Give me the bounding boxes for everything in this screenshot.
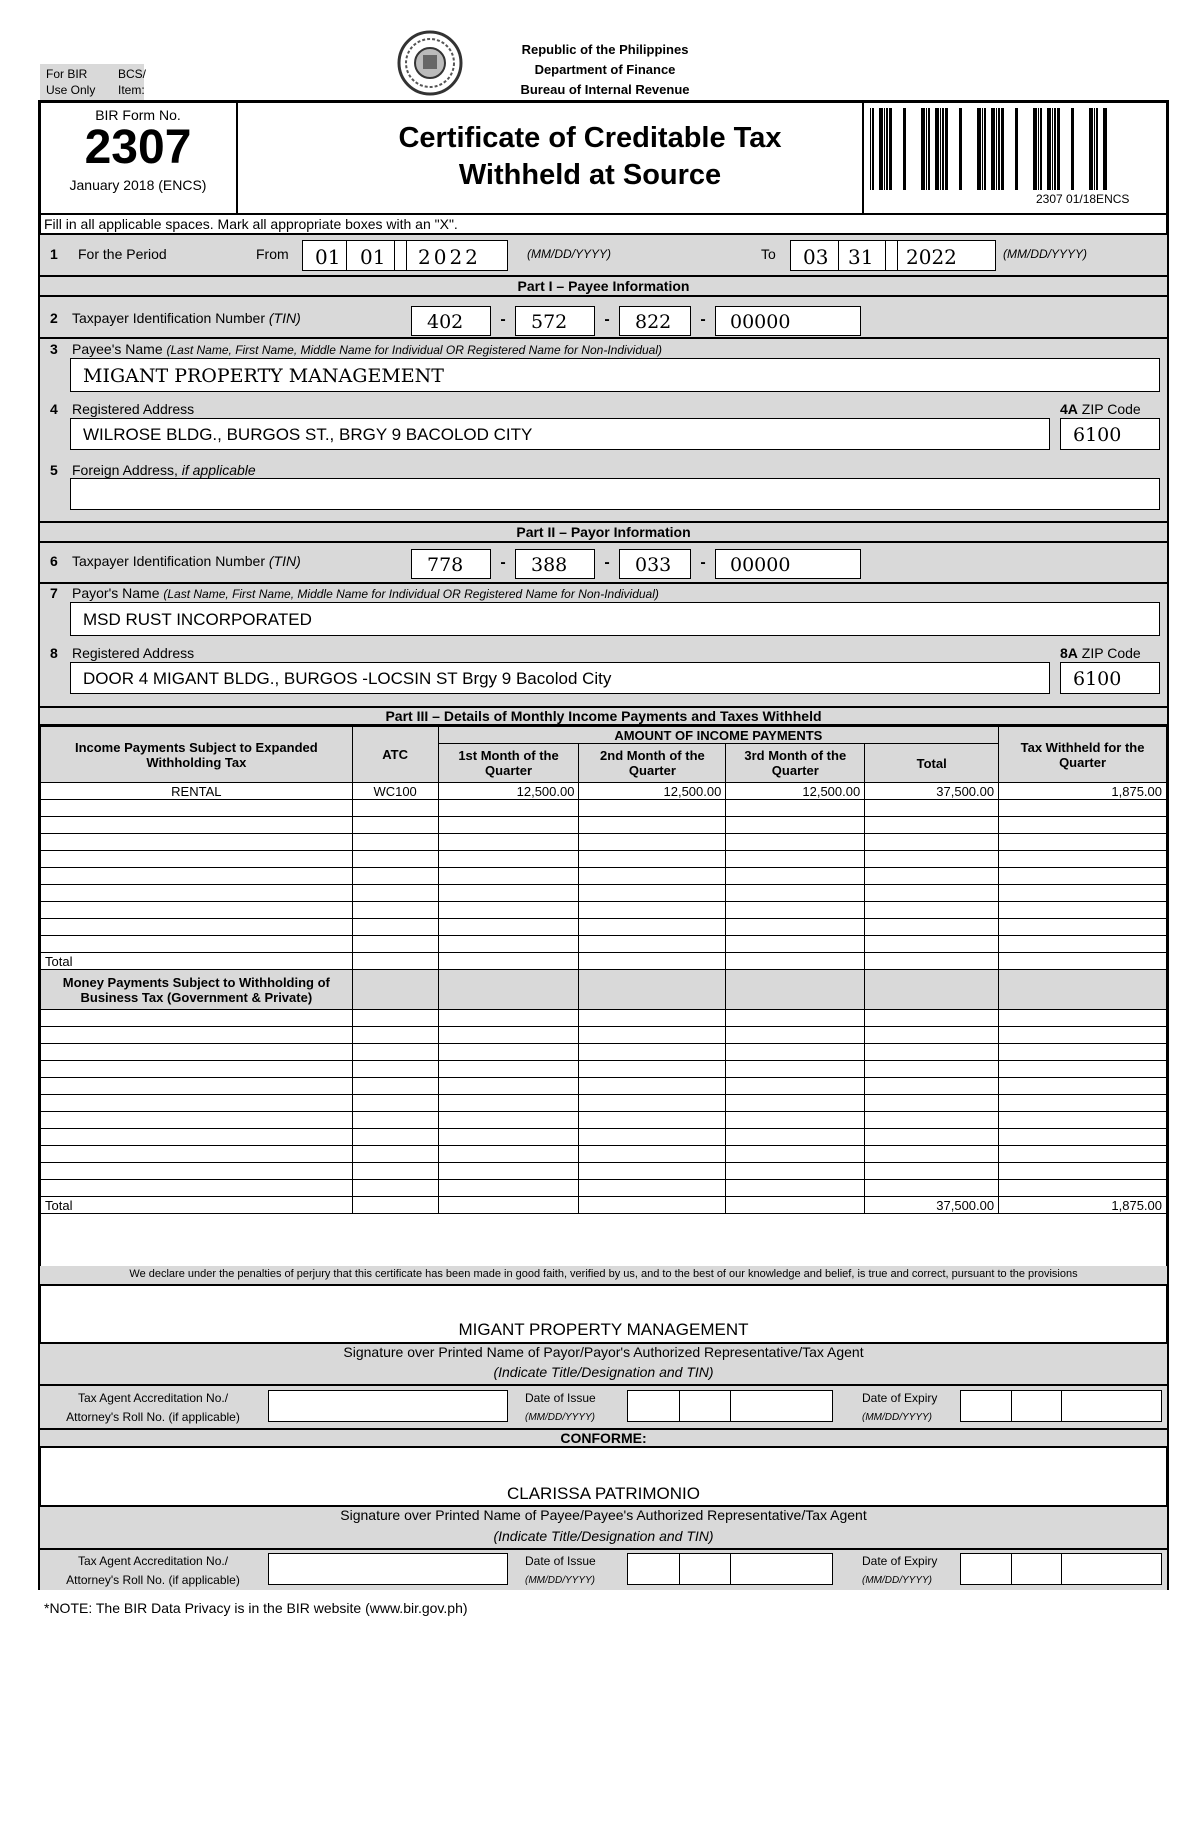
subtotal-row (41, 953, 1167, 970)
cell-income (41, 1010, 353, 1027)
payor-tin-3[interactable]: 033 (619, 549, 691, 579)
cell-m1 (438, 902, 579, 919)
bir-seal-icon (395, 30, 465, 96)
table-row (41, 834, 1167, 851)
income-payments-table (40, 726, 1167, 1214)
footer-note: *NOTE: The BIR Data Privacy is in the BIR website (www.bir.gov.ph) (44, 1600, 468, 1616)
cell-m2 (579, 936, 726, 953)
payee-name-field[interactable]: MIGANT PROPERTY MANAGEMENT (70, 358, 1160, 392)
cell-atc (352, 1044, 438, 1061)
cell-income (41, 936, 353, 953)
cell-tax (999, 1095, 1167, 1112)
cell-tax (999, 1180, 1167, 1197)
cell-m1 (438, 1163, 579, 1180)
table-row (41, 1078, 1167, 1095)
cell-atc (352, 817, 438, 834)
cell-tax (999, 800, 1167, 817)
table-row (41, 1146, 1167, 1163)
part3-heading: Part III – Details of Monthly Income Payments and Taxes Withheld (40, 706, 1167, 726)
to-year: 2022 (906, 245, 957, 269)
cell-m1 (438, 1078, 579, 1095)
cell-income (41, 1112, 353, 1129)
col-amount-group-header: AMOUNT OF INCOME PAYMENTS (438, 727, 999, 744)
cell-income (41, 1163, 353, 1180)
cell-income (41, 817, 353, 834)
cell-income (41, 868, 353, 885)
cell-atc (352, 1095, 438, 1112)
subtotal-label: Total (41, 953, 353, 970)
cell-m1 (438, 851, 579, 868)
form-number: 2307 (84, 121, 192, 174)
table-row (41, 1010, 1167, 1027)
cell-income (41, 1146, 353, 1163)
table-row (41, 800, 1167, 817)
cell-m3 (726, 885, 865, 902)
payor-expiry-label: Date of Expiry (MM/DD/YYYY) (862, 1391, 938, 1423)
payee-tin-3[interactable]: 822 (619, 306, 691, 336)
cell-m1 (438, 936, 579, 953)
cell-atc (352, 834, 438, 851)
cell-tax (999, 1044, 1167, 1061)
cell-tax (999, 1129, 1167, 1146)
cell-total (865, 1129, 999, 1146)
payor-tin-2[interactable]: 388 (515, 549, 595, 579)
cell-tax (999, 936, 1167, 953)
payor-tin-branch[interactable]: 00000 (715, 549, 861, 579)
cell-income (41, 1129, 353, 1146)
cell-m2 (579, 1061, 726, 1078)
payor-name-field[interactable]: MSD RUST INCORPORATED (70, 602, 1160, 636)
cell-m2 (579, 902, 726, 919)
from-year: 2022 (418, 245, 481, 269)
cell-income (41, 1027, 353, 1044)
barcode-icon (870, 108, 1110, 190)
cell-total (865, 1112, 999, 1129)
cell-tax (999, 834, 1167, 851)
bcs-item-label: BCS/ Item: (118, 67, 147, 97)
period-from-field[interactable] (302, 240, 508, 271)
bir-use-only-label: For BIR Use Only (46, 67, 96, 97)
cell-m2 (579, 1027, 726, 1044)
col-atc-header: ATC (352, 727, 438, 783)
grand-total-label: Total (41, 1197, 353, 1214)
cell-atc (352, 919, 438, 936)
cell-m3 (726, 919, 865, 936)
cell-m1 (438, 1112, 579, 1129)
grand-total-row (41, 1197, 1167, 1214)
payor-issue-label: Date of Issue (MM/DD/YYYY) (525, 1391, 596, 1423)
payee-agent-accreditation-field[interactable] (268, 1553, 508, 1585)
col-m3-header: 3rd Month of the Quarter (726, 744, 865, 783)
payee-address-field[interactable]: WILROSE BLDG., BURGOS ST., BRGY 9 BACOLOD CITY (70, 418, 1050, 450)
cell-m1 (438, 1061, 579, 1078)
col-m2-header: 2nd Month of the Quarter (579, 744, 726, 783)
cell-atc (352, 1078, 438, 1095)
cell-total (865, 885, 999, 902)
cell-m2 (579, 919, 726, 936)
cell-income (41, 1180, 353, 1197)
cell-m3 (726, 817, 865, 834)
cell-m1 (438, 919, 579, 936)
table-row (41, 868, 1167, 885)
payee-signatory: CLARISSA PATRIMONIO (506, 1484, 701, 1503)
cell-income (41, 902, 353, 919)
table-row (41, 1044, 1167, 1061)
cell-m1 (438, 800, 579, 817)
cell-m2 (579, 800, 726, 817)
cell-tax (999, 1112, 1167, 1129)
cell-m1 (438, 1180, 579, 1197)
payee-expiry-label: Date of Expiry (MM/DD/YYYY) (862, 1554, 938, 1586)
payor-signatory: MIGANT PROPERTY MANAGEMENT (458, 1320, 749, 1339)
cell-income (41, 834, 353, 851)
cell-tax (999, 851, 1167, 868)
cell-total (865, 868, 999, 885)
cell-atc (352, 1112, 438, 1129)
cell-atc (352, 1027, 438, 1044)
cell-tax (999, 885, 1167, 902)
cell-total (865, 1180, 999, 1197)
table-row (41, 1163, 1167, 1180)
grand-total-tax: 1,875.00 (999, 1197, 1167, 1214)
period-to-field[interactable] (790, 240, 996, 271)
cell-m3 (726, 1078, 865, 1095)
cell-m3 (726, 902, 865, 919)
cell-m3 (726, 800, 865, 817)
cell-total: 37,500.00 (865, 783, 999, 800)
payor-sig-caption: Signature over Printed Name of Payor/Payor's Authorized Representative/Tax Agent (343, 1344, 864, 1360)
cell-m3 (726, 1095, 865, 1112)
cell-m1 (438, 1146, 579, 1163)
table-row (41, 1129, 1167, 1146)
payee-tin-1[interactable]: 402 (411, 306, 491, 336)
cell-m1 (438, 1044, 579, 1061)
payor-address-field[interactable]: DOOR 4 MIGANT BLDG., BURGOS -LOCSIN ST Brgy 9 Bacolod City (70, 662, 1050, 694)
cell-total (865, 1078, 999, 1095)
cell-m3 (726, 1146, 865, 1163)
cell-m3 (726, 1180, 865, 1197)
money-payments-label: Money Payments Subject to Withholding of Business Tax (Government & Private) (41, 970, 353, 1010)
cell-atc (352, 1061, 438, 1078)
cell-tax (999, 868, 1167, 885)
part2-heading: Part II – Payor Information (40, 521, 1167, 543)
cell-total (865, 1010, 999, 1027)
col-total-header: Total (865, 744, 999, 783)
payor-tin-1[interactable]: 778 (411, 549, 491, 579)
cell-m2 (579, 1078, 726, 1095)
cell-m3 (726, 851, 865, 868)
cell-m3 (726, 1044, 865, 1061)
payee-foreign-address-field[interactable] (70, 478, 1160, 510)
agency-header: Republic of the Philippines Department of Finance Bureau of Internal Revenue (520, 42, 690, 97)
cell-m2 (579, 1112, 726, 1129)
payee-tin-2[interactable]: 572 (515, 306, 595, 336)
cell-atc (352, 902, 438, 919)
cell-m3 (726, 868, 865, 885)
cell-total (865, 1095, 999, 1112)
cell-m1 (438, 1027, 579, 1044)
payee-foreign-label: Foreign Address, if applicable (72, 462, 256, 478)
cell-atc (352, 1163, 438, 1180)
payee-tin-label: Taxpayer Identification Number (TIN) (72, 310, 301, 326)
cell-atc (352, 1010, 438, 1027)
payor-agent-accreditation-field[interactable] (268, 1390, 508, 1422)
cell-m2 (579, 1146, 726, 1163)
form-number-box: BIR Form No. 2307 January 2018 (ENCS) (40, 103, 238, 213)
cell-m3 (726, 1061, 865, 1078)
cell-m1: 12,500.00 (438, 783, 579, 800)
cell-tax (999, 817, 1167, 834)
payor-zip-field[interactable]: 6100 (1060, 662, 1160, 694)
table-row (41, 902, 1167, 919)
cell-atc (352, 800, 438, 817)
cell-m2 (579, 851, 726, 868)
conforme-heading: CONFORME: (40, 1428, 1167, 1448)
cell-m3 (726, 936, 865, 953)
cell-m3 (726, 1112, 865, 1129)
payor-agent-label: Tax Agent Accreditation No./ Attorney's Roll No. (if applicable) (66, 1391, 240, 1424)
cell-total (865, 851, 999, 868)
cell-total (865, 902, 999, 919)
table-row (41, 1095, 1167, 1112)
cell-total (865, 936, 999, 953)
cell-m1 (438, 885, 579, 902)
cell-tax (999, 1027, 1167, 1044)
cell-atc (352, 868, 438, 885)
cell-atc (352, 1146, 438, 1163)
cell-m2 (579, 834, 726, 851)
payor-expiry-date-field[interactable] (960, 1390, 1162, 1422)
cell-income (41, 1078, 353, 1095)
cell-atc (352, 851, 438, 868)
cell-atc: WC100 (352, 783, 438, 800)
payor-issue-date-field[interactable] (627, 1390, 833, 1422)
payor-tin-label: Taxpayer Identification Number (TIN) (72, 553, 301, 569)
cell-income (41, 885, 353, 902)
cell-atc (352, 885, 438, 902)
cell-m3 (726, 1027, 865, 1044)
cell-income (41, 1044, 353, 1061)
from-day: 01 (360, 245, 386, 269)
cell-m2 (579, 1129, 726, 1146)
cell-m1 (438, 834, 579, 851)
cell-tax (999, 1163, 1167, 1180)
period-label: For the Period (78, 246, 167, 262)
cell-total (865, 1146, 999, 1163)
cell-m2 (579, 817, 726, 834)
table-row (41, 851, 1167, 868)
cell-m2 (579, 1044, 726, 1061)
cell-m2 (579, 1180, 726, 1197)
cell-m1 (438, 868, 579, 885)
table-row (41, 817, 1167, 834)
cell-income (41, 1061, 353, 1078)
table-row (41, 1112, 1167, 1129)
cell-tax (999, 1078, 1167, 1095)
cell-total (865, 817, 999, 834)
to-day: 31 (848, 245, 874, 269)
cell-m3 (726, 1163, 865, 1180)
payee-agent-label: Tax Agent Accreditation No./ Attorney's Roll No. (if applicable) (66, 1554, 240, 1587)
instructions: Fill in all applicable spaces. Mark all appropriate boxes with an "X". (40, 213, 1167, 235)
table-row (41, 783, 1167, 800)
cell-total (865, 1027, 999, 1044)
cell-tax (999, 902, 1167, 919)
cell-atc (352, 936, 438, 953)
payor-name-label: Payor's Name (Last Name, First Name, Middle Name for Individual OR Registered Name for Non-Individual) (72, 585, 659, 601)
col-income-header: Income Payments Subject to Expanded Withholding Tax (41, 727, 353, 783)
cell-total (865, 834, 999, 851)
cell-total (865, 800, 999, 817)
form-title: Certificate of Creditable Tax Withheld at Source (398, 122, 782, 191)
to-month: 03 (803, 245, 829, 269)
cell-total (865, 1163, 999, 1180)
payor-zip-label: 8A ZIP Code (1060, 645, 1141, 661)
cell-income (41, 800, 353, 817)
cell-m2 (579, 868, 726, 885)
cell-total (865, 1061, 999, 1078)
cell-income: RENTAL (41, 783, 353, 800)
table-row (41, 1180, 1167, 1197)
payee-name-label: Payee's Name (Last Name, First Name, Middle Name for Individual OR Registered Name for Non-Individual) (72, 341, 663, 357)
cell-income (41, 851, 353, 868)
cell-m1 (438, 1129, 579, 1146)
payee-zip-field[interactable]: 6100 (1060, 418, 1160, 450)
payee-expiry-date-field[interactable] (960, 1553, 1162, 1585)
col-tax-header: Tax Withheld for the Quarter (999, 727, 1167, 783)
payee-issue-date-field[interactable] (627, 1553, 833, 1585)
table-row (41, 1061, 1167, 1078)
cell-m3: 12,500.00 (726, 783, 865, 800)
cell-m2 (579, 1010, 726, 1027)
cell-tax (999, 1061, 1167, 1078)
cell-m3 (726, 834, 865, 851)
cell-income (41, 1095, 353, 1112)
cell-tax: 1,875.00 (999, 783, 1167, 800)
table-row (41, 919, 1167, 936)
cell-m1 (438, 817, 579, 834)
cell-m2 (579, 1095, 726, 1112)
declaration-text: We declare under the penalties of perjury that this certificate has been made in good faith, verified by us, and to the best of our knowledge and belief, is true and correct, pursuant to the provisions (129, 1268, 1078, 1280)
cell-m3 (726, 1010, 865, 1027)
cell-m2 (579, 885, 726, 902)
cell-m1 (438, 1010, 579, 1027)
cell-m2 (579, 1163, 726, 1180)
table-row (41, 1027, 1167, 1044)
cell-tax (999, 1146, 1167, 1163)
cell-m2: 12,500.00 (579, 783, 726, 800)
cell-tax (999, 919, 1167, 936)
money-payments-header-row (41, 970, 1167, 1010)
payee-sig-caption: Signature over Printed Name of Payee/Payee's Authorized Representative/Tax Agent (340, 1507, 867, 1523)
barcode-code: 2307 01/18ENCS (1036, 192, 1130, 206)
cell-total (865, 1044, 999, 1061)
cell-m1 (438, 1095, 579, 1112)
table-row (41, 885, 1167, 902)
table-row (41, 936, 1167, 953)
cell-m3 (726, 1129, 865, 1146)
payee-issue-label: Date of Issue (MM/DD/YYYY) (525, 1554, 596, 1586)
cell-income (41, 919, 353, 936)
cell-tax (999, 1010, 1167, 1027)
grand-total-amount: 37,500.00 (865, 1197, 999, 1214)
payee-tin-branch[interactable]: 00000 (715, 306, 861, 336)
col-m1-header: 1st Month of the Quarter (438, 744, 579, 783)
part1-heading: Part I – Payee Information (40, 275, 1167, 297)
cell-atc (352, 1180, 438, 1197)
cell-atc (352, 1129, 438, 1146)
from-month: 01 (315, 245, 341, 269)
cell-total (865, 919, 999, 936)
payee-zip-label: 4A ZIP Code (1060, 401, 1141, 417)
